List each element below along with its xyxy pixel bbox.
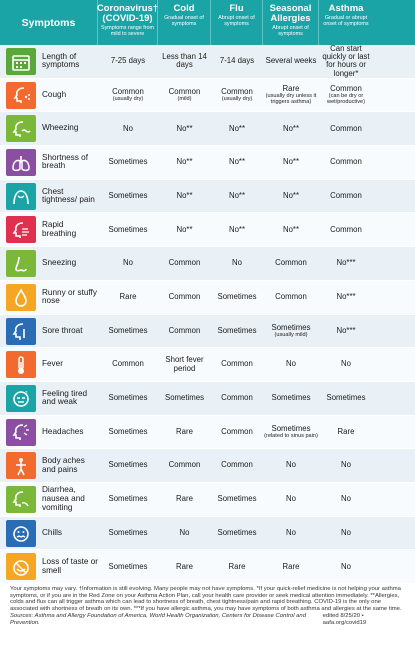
cell-value: No	[286, 494, 296, 504]
cell-value: Common	[221, 460, 253, 470]
table-cell	[98, 449, 158, 482]
cell-value: Several weeks	[265, 56, 317, 66]
chills-face-icon	[6, 520, 36, 547]
table-cell	[211, 517, 263, 550]
table-cell	[158, 281, 211, 314]
row-cells	[98, 416, 373, 449]
row-cells	[98, 146, 373, 179]
symptom-rows	[0, 45, 415, 584]
wheezing-face-icon	[6, 115, 36, 142]
footer-note: Your symptoms may vary. †Information is still evolving. Many people may not have symptoms. *If your quick-relief medicine is not helping your asthma symptoms, or if you are in the Red Zone on your Asthma Action Plan, call your health care provider or seek medical attention immediately. **Allergies, colds and flus can all trigger asthma which can lead to shortness of breath, chest tightness/pain and rapid breathing. COVID-19 is the only one associated with shortness of breath on its own. ***If you have allergic asthma, you may have symptoms of both asthma and allergies at the same time.	[10, 586, 402, 612]
table-cell	[319, 449, 373, 482]
table-cell	[263, 281, 319, 314]
cell-value: No**	[228, 157, 246, 167]
cell-value: Sometimes	[108, 426, 148, 436]
breathing-face-icon	[6, 216, 36, 243]
table-cell	[98, 348, 158, 381]
cell-value: No**	[176, 123, 193, 133]
cell-value: Sometimes	[217, 325, 257, 335]
table-cell	[98, 247, 158, 280]
cell-value: Sometimes	[108, 224, 148, 234]
header-subtitle: Abrupt onset of symptoms	[272, 25, 309, 37]
symptom-name: Chills	[42, 527, 63, 537]
cell-value: Less than 14 days	[162, 52, 207, 70]
cell-note: (usually mild)	[274, 331, 308, 338]
table-cell	[263, 112, 319, 145]
table-row	[0, 112, 415, 146]
row-cells	[98, 449, 373, 482]
cell-value: Common	[168, 86, 201, 96]
table-cell	[319, 348, 373, 381]
table-cell	[319, 382, 373, 415]
table-cell	[158, 449, 211, 482]
table-cell	[98, 213, 158, 246]
cell-value: Common	[168, 292, 201, 302]
header-allergies	[263, 0, 319, 45]
table-cell	[158, 146, 211, 179]
cell-note: (mild)	[177, 96, 192, 103]
cell-value: Rare	[176, 494, 193, 504]
table-cell	[211, 483, 263, 516]
cell-value: 7-14 days	[219, 56, 255, 66]
cell-value: Rare	[282, 83, 300, 93]
table-cell	[98, 146, 158, 179]
table-cell	[263, 550, 319, 583]
cell-value: No	[123, 123, 133, 133]
table-cell	[263, 213, 319, 246]
cell-value: Can start quickly or last for hours or longer*	[322, 43, 370, 78]
cell-value: Sometimes	[108, 527, 148, 537]
cell-value: No**	[176, 224, 193, 234]
table-cell	[211, 281, 263, 314]
cell-value: Common	[168, 325, 201, 335]
cell-value: Sometimes	[271, 423, 311, 433]
table-cell	[211, 79, 263, 112]
table-cell	[263, 348, 319, 381]
table-cell	[211, 315, 263, 348]
cell-value: Rare	[176, 561, 193, 571]
cell-value: No	[286, 527, 296, 537]
table-row	[0, 348, 415, 382]
table-row	[0, 213, 415, 247]
table-cell	[158, 483, 211, 516]
cell-value: No**	[282, 157, 300, 167]
header-subtitle: Abrupt onset of symptoms	[218, 15, 255, 27]
table-row	[0, 79, 415, 113]
cell-value: Sometimes	[108, 494, 148, 504]
symptom-name: Loss of taste or smell	[42, 557, 98, 575]
table-cell	[319, 112, 373, 145]
table-cell	[319, 213, 373, 246]
cell-value: No	[341, 527, 351, 537]
table-cell	[158, 213, 211, 246]
table-row	[0, 550, 415, 584]
table-header	[0, 0, 415, 45]
cell-value: No	[123, 258, 133, 268]
mouth-icon	[6, 553, 36, 580]
cell-value: No	[179, 527, 190, 537]
table-row	[0, 45, 415, 79]
row-cells	[98, 180, 373, 213]
header-subtitle: Symptoms range from mild to severe	[100, 25, 155, 37]
symptom-name: Chest tightness/ pain	[42, 186, 95, 205]
row-cells	[98, 517, 373, 550]
cell-note: (usually dry unless it triggers asthma)	[265, 93, 317, 106]
cell-value: No	[232, 258, 242, 268]
cell-value: Sometimes	[108, 157, 148, 167]
footer-sources: Sources: Asthma and Allergy Foundation of America, World Health Organization, Centers for Disease Control and Prevention.	[10, 613, 306, 626]
cough-face-icon	[6, 82, 36, 109]
symptom-name: Rapid breathing	[42, 220, 77, 238]
cell-value: Common	[275, 258, 307, 268]
symptom-name: Length of symptoms	[42, 51, 80, 70]
header-title: Asthma	[328, 3, 364, 14]
cell-value: Common	[112, 359, 144, 369]
table-cell	[98, 483, 158, 516]
table-cell	[158, 180, 211, 213]
cell-value: Rare	[119, 292, 137, 302]
symptom-name: Feeling tired and weak	[42, 388, 88, 407]
cell-value: No	[286, 460, 296, 470]
row-cells	[98, 550, 373, 583]
table-row	[0, 416, 415, 450]
table-cell	[319, 45, 373, 78]
cell-value: Common	[221, 426, 253, 436]
symptom-name: Sneezing	[42, 258, 77, 268]
header-symptoms	[0, 0, 98, 45]
cell-value: No	[341, 494, 351, 504]
cell-value: Common	[330, 190, 362, 200]
cell-value: No**	[282, 190, 300, 200]
table-cell	[319, 146, 373, 179]
header-title: Seasonal Allergies	[269, 3, 312, 24]
cell-value: No	[341, 359, 351, 369]
table-row	[0, 517, 415, 551]
cell-value: Common	[168, 460, 201, 470]
table-cell	[211, 213, 263, 246]
table-cell	[211, 146, 263, 179]
table-cell	[319, 483, 373, 516]
table-cell	[158, 550, 211, 583]
table-cell	[158, 112, 211, 145]
cell-value: No**	[228, 190, 246, 200]
table-cell	[211, 382, 263, 415]
symptom-name: Sore throat	[42, 325, 83, 335]
table-cell	[319, 550, 373, 583]
symptom-name: Cough	[42, 89, 67, 99]
table-cell	[263, 483, 319, 516]
table-cell	[158, 315, 211, 348]
cell-value: No	[341, 561, 351, 571]
table-cell	[319, 247, 373, 280]
header-title: Coronavirus† (COVID-19)	[96, 3, 159, 24]
cell-value: No**	[176, 190, 193, 200]
header-subtitle: Gradual onset of symptoms	[164, 15, 204, 27]
symptom-name: Headaches	[42, 426, 84, 436]
row-cells	[98, 247, 373, 280]
table-cell	[211, 449, 263, 482]
table-cell	[263, 79, 319, 112]
row-cells	[98, 382, 373, 415]
table-cell	[98, 382, 158, 415]
header-asthma	[319, 0, 373, 45]
cell-value: Sometimes	[108, 190, 148, 200]
cell-value: Common	[330, 123, 362, 133]
table-cell	[319, 416, 373, 449]
cell-value: Common	[221, 393, 253, 403]
table-row	[0, 449, 415, 483]
row-cells	[98, 281, 373, 314]
table-cell	[211, 247, 263, 280]
cell-value: Sometimes	[108, 393, 148, 403]
nose-icon	[6, 250, 36, 277]
cell-value: Rare	[228, 561, 246, 571]
table-cell	[263, 45, 319, 78]
header-title: Cold	[173, 3, 195, 14]
calendar-icon	[6, 48, 36, 75]
cell-value: Common	[168, 258, 201, 268]
cell-value: Short fever period	[165, 355, 204, 373]
symptom-name: Body aches and pains	[42, 456, 85, 474]
cell-note: (can be dry or wet/productive)	[327, 93, 365, 106]
cell-value: Sometimes	[326, 393, 366, 403]
header-cold	[158, 0, 211, 45]
nausea-icon	[6, 486, 36, 513]
table-cell	[158, 247, 211, 280]
table-row	[0, 180, 415, 214]
svg-text:z: z	[25, 390, 28, 397]
cell-value: No	[341, 460, 351, 470]
cell-value: No***	[336, 292, 356, 302]
table-cell	[319, 79, 373, 112]
body-aches-icon	[6, 452, 36, 479]
table-cell	[319, 281, 373, 314]
cell-value: Common	[330, 224, 362, 234]
table-cell	[263, 416, 319, 449]
table-cell	[263, 180, 319, 213]
table-cell	[211, 112, 263, 145]
row-cells	[98, 79, 373, 112]
table-cell	[98, 315, 158, 348]
table-cell	[319, 180, 373, 213]
table-cell	[319, 517, 373, 550]
cell-value: Common	[112, 86, 144, 96]
cell-note: (related to sinus pain)	[264, 433, 318, 439]
table-cell	[158, 45, 211, 78]
table-cell	[98, 416, 158, 449]
cell-value: Sometimes	[217, 527, 257, 537]
cell-value: Sometimes	[217, 292, 257, 302]
table-cell	[158, 517, 211, 550]
cell-value: Common	[275, 292, 307, 302]
table-row	[0, 483, 415, 517]
table-row	[0, 315, 415, 349]
cell-value: No**	[228, 123, 246, 133]
lungs-icon	[6, 149, 36, 176]
table-cell	[211, 416, 263, 449]
table-row	[0, 146, 415, 180]
table-cell	[158, 416, 211, 449]
header-subtitle: Gradual or abrupt onset of symptoms	[323, 15, 369, 27]
table-cell	[98, 517, 158, 550]
table-cell	[263, 247, 319, 280]
table-cell	[98, 79, 158, 112]
footer-sources-line	[10, 613, 405, 626]
row-cells	[98, 348, 373, 381]
table-cell	[98, 112, 158, 145]
table-cell	[211, 550, 263, 583]
symptom-name: Wheezing	[42, 123, 79, 133]
thermometer-icon	[6, 351, 36, 378]
table-cell	[98, 550, 158, 583]
cell-value: 7-25 days	[110, 56, 146, 66]
table-cell	[263, 146, 319, 179]
cell-note: (usually dry)	[221, 96, 253, 103]
row-cells	[98, 483, 373, 516]
table-cell	[98, 180, 158, 213]
table-row	[0, 281, 415, 315]
footer-edited: edited 8/25/20 • aafa.org/covid19	[322, 613, 367, 626]
row-cells	[98, 45, 373, 78]
symptom-name: Runny or stuffy nose	[42, 287, 97, 306]
cell-value: Sometimes	[108, 460, 148, 470]
drop-icon	[6, 284, 36, 311]
cell-value: Sometimes	[165, 393, 204, 403]
header-covid	[98, 0, 158, 45]
chest-icon	[6, 183, 36, 210]
cell-value: Common	[330, 83, 362, 93]
tired-face-icon	[6, 385, 36, 412]
table-cell	[158, 382, 211, 415]
cell-value: No**	[228, 224, 246, 234]
header-flu	[211, 0, 263, 45]
row-cells	[98, 112, 373, 145]
headache-icon	[6, 419, 36, 446]
table-cell	[211, 348, 263, 381]
cell-value: No**	[176, 157, 193, 167]
row-cells	[98, 315, 373, 348]
table-cell	[263, 449, 319, 482]
header-symptoms-label: Symptoms	[21, 16, 76, 29]
table-cell	[211, 45, 263, 78]
cell-value: Common	[221, 359, 253, 369]
row-cells	[98, 213, 373, 246]
table-cell	[158, 348, 211, 381]
cell-value: No***	[336, 325, 356, 335]
symptom-name: Shortness of breath	[42, 152, 88, 171]
cell-note: (usually dry)	[112, 96, 144, 103]
cell-value: Sometimes	[108, 561, 148, 571]
cell-value: Sometimes	[217, 494, 257, 504]
throat-icon	[6, 318, 36, 345]
cell-value: Rare	[282, 561, 300, 571]
symptom-name: Diarrhea, nausea and vomiting	[42, 485, 85, 512]
cell-value: Rare	[176, 426, 193, 436]
table-cell	[263, 382, 319, 415]
header-title: Flu	[229, 3, 244, 14]
cell-value: No**	[282, 123, 300, 133]
cell-value: Common	[330, 157, 362, 167]
symptom-name: Fever	[42, 359, 63, 369]
table-cell	[98, 45, 158, 78]
table-row	[0, 382, 415, 416]
cell-value: Sometimes	[108, 325, 148, 335]
cell-value: No	[286, 359, 296, 369]
table-row	[0, 247, 415, 281]
table-cell	[158, 79, 211, 112]
table-cell	[263, 517, 319, 550]
table-cell	[98, 281, 158, 314]
cell-value: Rare	[337, 426, 355, 436]
cell-value: No***	[336, 258, 356, 268]
footer	[0, 583, 415, 656]
table-cell	[319, 315, 373, 348]
cell-value: No**	[282, 224, 300, 234]
cell-value: Sometimes	[271, 322, 311, 332]
cell-value: Common	[221, 86, 253, 96]
table-cell	[211, 180, 263, 213]
table-cell	[263, 315, 319, 348]
cell-value: Sometimes	[271, 393, 311, 403]
